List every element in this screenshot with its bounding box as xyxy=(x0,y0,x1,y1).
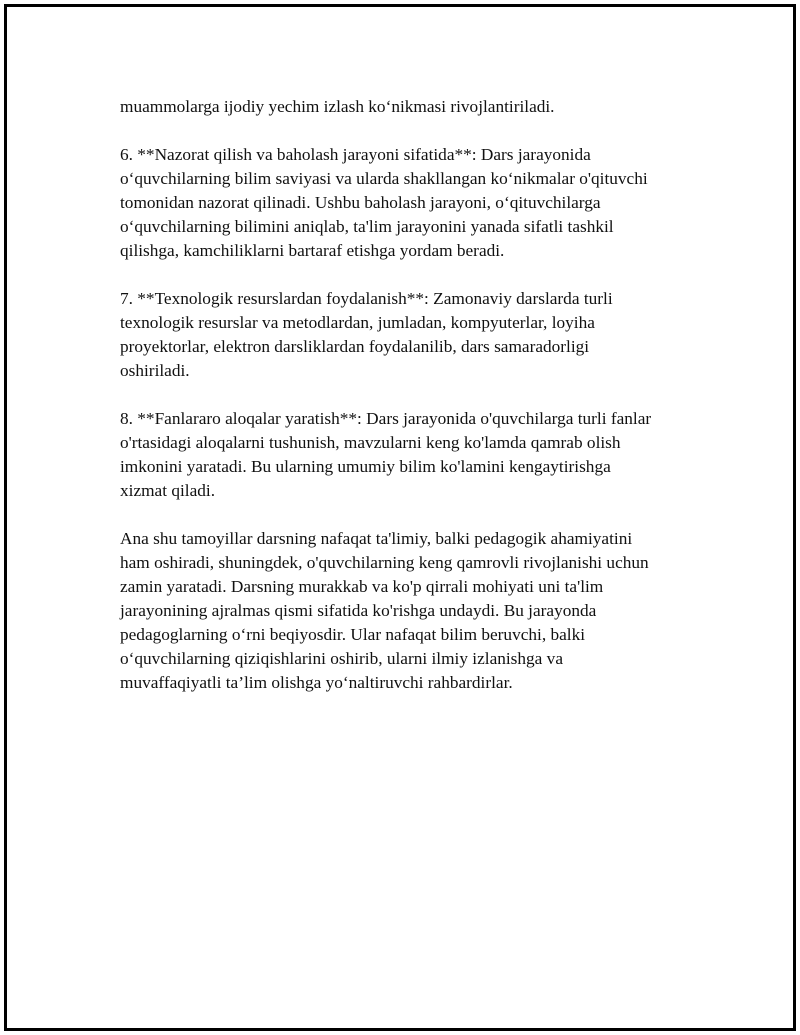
paragraph-item-6 xyxy=(120,143,695,263)
text-line: jarayonining ajralmas qismi sifatida ko'rishga undaydi. Bu jarayonda xyxy=(120,601,597,620)
text-line: o‘quvchilarning bilimini aniqlab, ta'lim jarayonini yanada sifatli tashkil xyxy=(120,217,614,236)
text-line: o'rtasidagi aloqalarni tushunish, mavzularni keng ko'lamda qamrab olish xyxy=(120,433,621,452)
paragraph-item-8 xyxy=(120,407,695,503)
text-line: tomonidan nazorat qilinadi. Ushbu baholash jarayoni, o‘qituvchilarga xyxy=(120,193,601,212)
text-line: texnologik resurslar va metodlardan, jumladan, kompyuterlar, loyiha xyxy=(120,313,595,332)
text-line: proyektorlar, elektron darsliklardan foydalanilib, dars samaradorligi xyxy=(120,337,590,356)
text-line: xizmat qiladi. xyxy=(120,481,216,500)
text-line: 8. **Fanlararo aloqalar yaratish**: Dars jarayonida o'quvchilarga turli fanlar xyxy=(120,409,652,428)
text-line: ham oshiradi, shuningdek, o'quvchilarning keng qamrovli rivojlanishi uchun xyxy=(120,553,649,572)
document-page xyxy=(4,4,796,1031)
text-line: qilishga, kamchiliklarni bartaraf etishga yordam beradi. xyxy=(120,241,505,260)
text-line: muammolarga ijodiy yechim izlash ko‘nikmasi rivojlantiriladi. xyxy=(120,97,555,116)
text-line: muvaffaqiyatli ta’lim olishga yo‘naltiruvchi rahbardirlar. xyxy=(120,673,513,692)
paragraph-continuation xyxy=(120,95,695,119)
text-line: pedagoglarning o‘rni beqiyosdir. Ular nafaqat bilim beruvchi, balki xyxy=(120,625,586,644)
paragraph-conclusion xyxy=(120,527,695,695)
text-line: oshiriladi. xyxy=(120,361,190,380)
text-line: 7. **Texnologik resurslardan foydalanish**: Zamonaviy darslarda turli xyxy=(120,289,613,308)
text-line: o‘quvchilarning bilim saviyasi va ularda shakllangan ko‘nikmalar o'qituvchi xyxy=(120,169,648,188)
text-line: 6. **Nazorat qilish va baholash jarayoni sifatida**: Dars jarayonida xyxy=(120,145,591,164)
text-line: Ana shu tamoyillar darsning nafaqat ta'limiy, balki pedagogik ahamiyatini xyxy=(120,529,633,548)
document-body xyxy=(120,95,695,719)
text-line: imkonini yaratadi. Bu ularning umumiy bilim ko'lamini kengaytirishga xyxy=(120,457,611,476)
text-line: zamin yaratadi. Darsning murakkab va ko'p qirrali mohiyati uni ta'lim xyxy=(120,577,604,596)
paragraph-item-7 xyxy=(120,287,695,383)
text-line: o‘quvchilarning qiziqishlarini oshirib, ularni ilmiy izlanishga va xyxy=(120,649,563,668)
